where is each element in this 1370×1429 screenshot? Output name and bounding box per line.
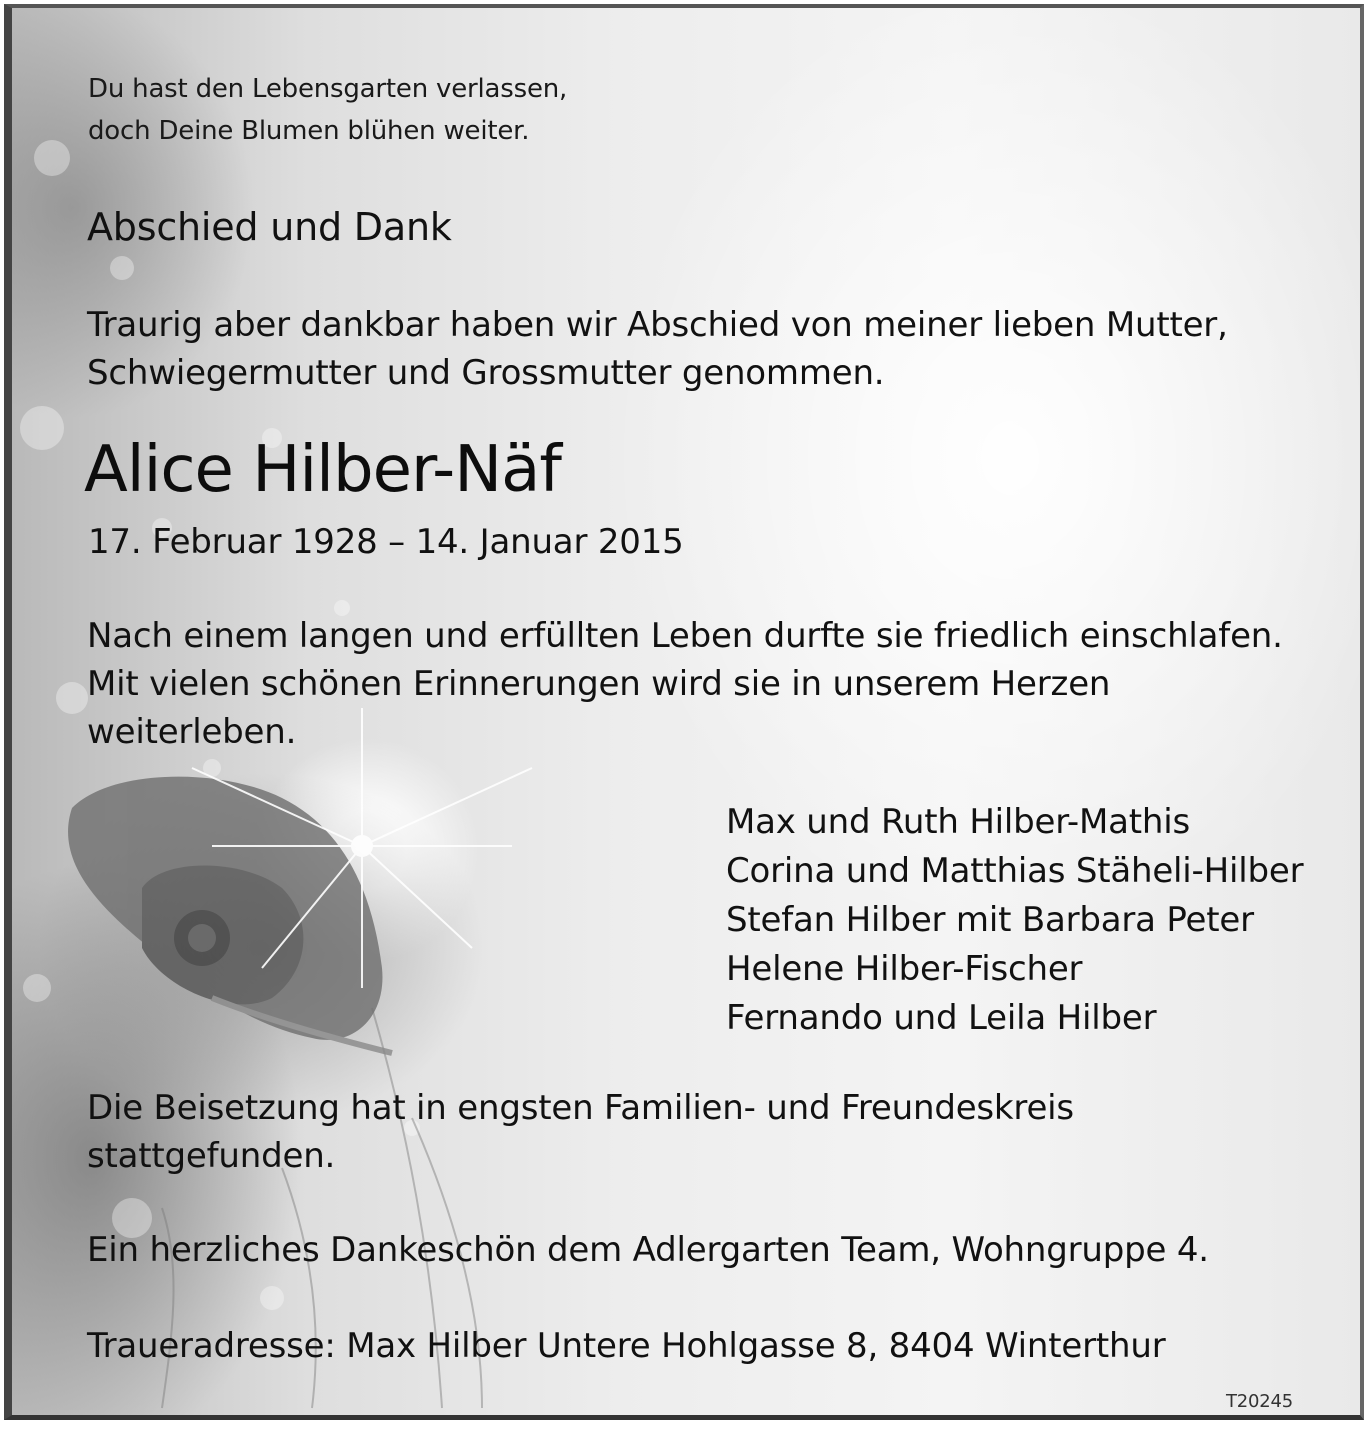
motto-line: doch Deine Blumen blühen weiter. bbox=[88, 116, 530, 146]
relative-entry: Stefan Hilber mit Barbara Peter bbox=[726, 900, 1254, 940]
life-dates: 17. Februar 1928 – 14. Januar 2015 bbox=[88, 522, 684, 562]
paragraph-line: Nach einem langen und erfüllten Leben durfte sie friedlich einschlafen. bbox=[87, 616, 1283, 656]
paragraph-line: Mit vielen schönen Erinnerungen wird sie in unserem Herzen bbox=[87, 664, 1111, 704]
relative-entry: Corina und Matthias Stäheli-Hilber bbox=[726, 851, 1304, 891]
reference-code: T20245 bbox=[1226, 1391, 1294, 1412]
obituary-card bbox=[4, 4, 1364, 1420]
relative-entry: Fernando und Leila Hilber bbox=[726, 998, 1157, 1038]
thanks-note: Ein herzliches Dankeschön dem Adlergarten Team, Wohngruppe 4. bbox=[87, 1230, 1209, 1270]
relative-entry: Max und Ruth Hilber-Mathis bbox=[726, 802, 1190, 842]
relative-entry: Helene Hilber-Fischer bbox=[726, 949, 1083, 989]
relatives-list bbox=[726, 798, 1303, 1043]
deceased-name: Alice Hilber-Näf bbox=[84, 433, 561, 507]
burial-line: Die Beisetzung hat in engsten Familien- und Freundeskreis bbox=[87, 1088, 1074, 1128]
intro-text bbox=[87, 301, 1228, 397]
mourning-address: Traueradresse: Max Hilber Untere Hohlgasse 8, 8404 Winterthur bbox=[87, 1326, 1166, 1366]
memorial-paragraph bbox=[87, 612, 1283, 756]
burial-notice bbox=[87, 1084, 1074, 1180]
heading: Abschied und Dank bbox=[87, 205, 452, 249]
motto-line: Du hast den Lebensgarten verlassen, bbox=[88, 74, 568, 104]
burial-line: stattgefunden. bbox=[87, 1136, 336, 1176]
intro-line: Traurig aber dankbar haben wir Abschied von meiner lieben Mutter, bbox=[87, 305, 1228, 345]
paragraph-line: weiterleben. bbox=[87, 712, 297, 752]
motto-verse bbox=[88, 68, 567, 152]
intro-line: Schwiegermutter und Grossmutter genommen. bbox=[87, 353, 885, 393]
